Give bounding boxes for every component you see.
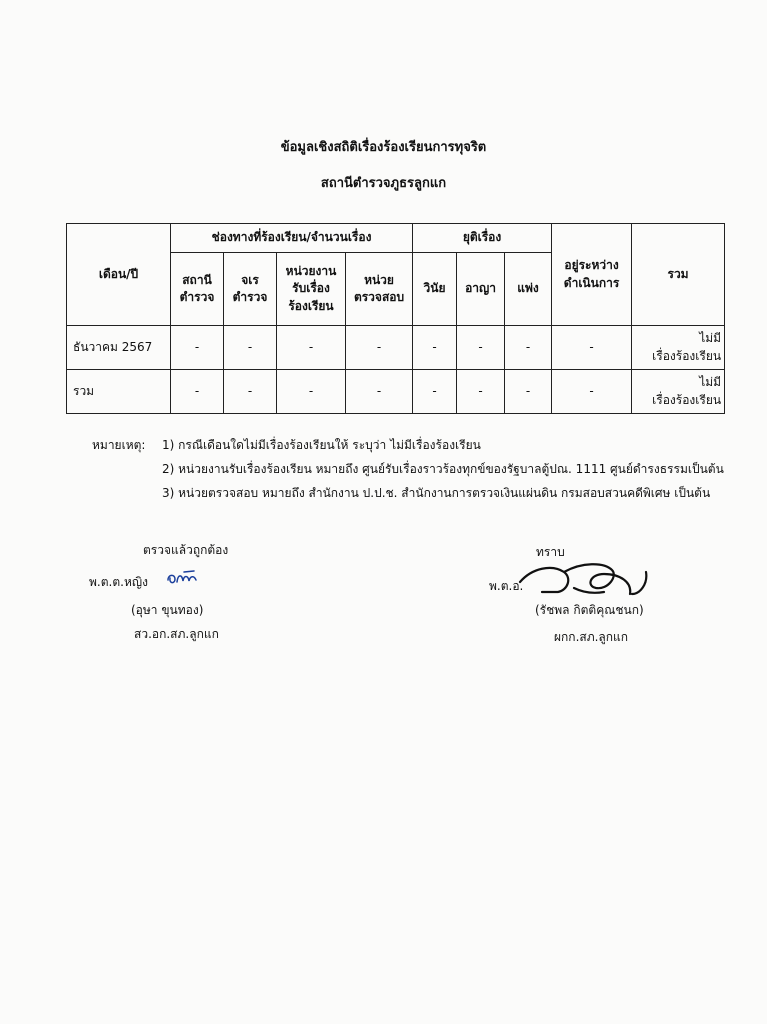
table-cell: - [224,326,277,370]
note-text: 3) หน่วยตรวจสอบ หมายถึง สำนักงาน ป.ป.ช. สำนักงานการตรวจเงินแผ่นดิน กรมสอบสวนคดีพิเศษ เป็นต้น [162,486,711,500]
document-subtitle: สถานีตำรวจภูธรลูกแก [320,176,447,191]
table-row-total [67,370,725,414]
table-cell: - [277,326,346,370]
complaint-statistics-table [66,223,725,414]
header-channels-group: ช่องทางที่ร้องเรียน/จำนวนเรื่อง [171,224,413,253]
table-cell: - [224,370,277,414]
right-signature-heading: ทราบ [536,545,565,559]
table-cell: - [413,370,457,414]
header-channel-audit-unit: หน่วย ตรวจสอบ [346,253,413,326]
left-signature-name: (อุษา ขุนทอง) [131,603,204,617]
note-text: 1) กรณีเดือนใดไม่มีเรื่องร้องเรียนให้ ระบุว่า ไม่มีเรื่องร้องเรียน [162,438,481,452]
right-handwritten-signature [512,548,662,604]
notes-section [92,436,724,508]
table-cell: - [552,370,632,414]
header-terminated-criminal: อาญา [457,253,505,326]
right-signature-position: ผกก.สภ.ลูกแก [554,630,629,644]
header-channel-police-station: สถานี ตำรวจ [171,253,224,326]
table-cell: - [277,370,346,414]
left-signature-rank: พ.ต.ต.หญิง [89,575,148,589]
header-terminated-civil: แพ่ง [505,253,552,326]
table-cell: - [413,326,457,370]
header-month-year: เดือน/ปี [67,224,171,326]
document-title: ข้อมูลเชิงสถิติเรื่องร้องเรียนการทุจริต [280,140,487,155]
notes-label: หมายเหตุ: [92,438,146,452]
right-signature-rank: พ.ต.อ. [489,579,524,593]
table-row [67,326,725,370]
header-channel-complaint-agency: หน่วยงาน รับเรื่อง ร้องเรียน [277,253,346,326]
row-label: ธันวาคม 2567 [67,326,171,370]
header-channel-inspector: จเร ตำรวจ [224,253,277,326]
left-handwritten-signature [164,568,200,588]
table-cell: - [505,326,552,370]
header-terminated-group: ยุติเรื่อง [413,224,552,253]
row-label: รวม [67,370,171,414]
table-cell: - [171,370,224,414]
note-text: 2) หน่วยงานรับเรื่องร้องเรียน หมายถึง ศูนย์รับเรื่องราวร้องทุกข์ของรัฐบาลตู้ปณ. 1111 ศูนย์ดำรงธรรมเป็นต้น [162,462,724,476]
header-total: รวม [632,224,725,326]
row-total: ไม่มี เรื่องร้องเรียน [632,326,725,370]
row-total: ไม่มี เรื่องร้องเรียน [632,370,725,414]
note-item [92,436,724,460]
table-cell: - [346,326,413,370]
header-row-group [67,224,725,253]
table-cell: - [346,370,413,414]
table-cell: - [457,370,505,414]
note-item [92,460,724,484]
right-signature-name: (รัชพล กิตติคุณชนก) [535,603,644,617]
left-signature-heading: ตรวจแล้วถูกต้อง [143,543,229,557]
table-cell: - [552,326,632,370]
table-cell: - [457,326,505,370]
note-item [92,484,724,508]
table-cell: - [505,370,552,414]
table-cell: - [171,326,224,370]
left-signature-position: สว.อก.สภ.ลูกแก [134,627,219,641]
header-terminated-discipline: วินัย [413,253,457,326]
header-in-progress: อยู่ระหว่าง ดำเนินการ [552,224,632,326]
